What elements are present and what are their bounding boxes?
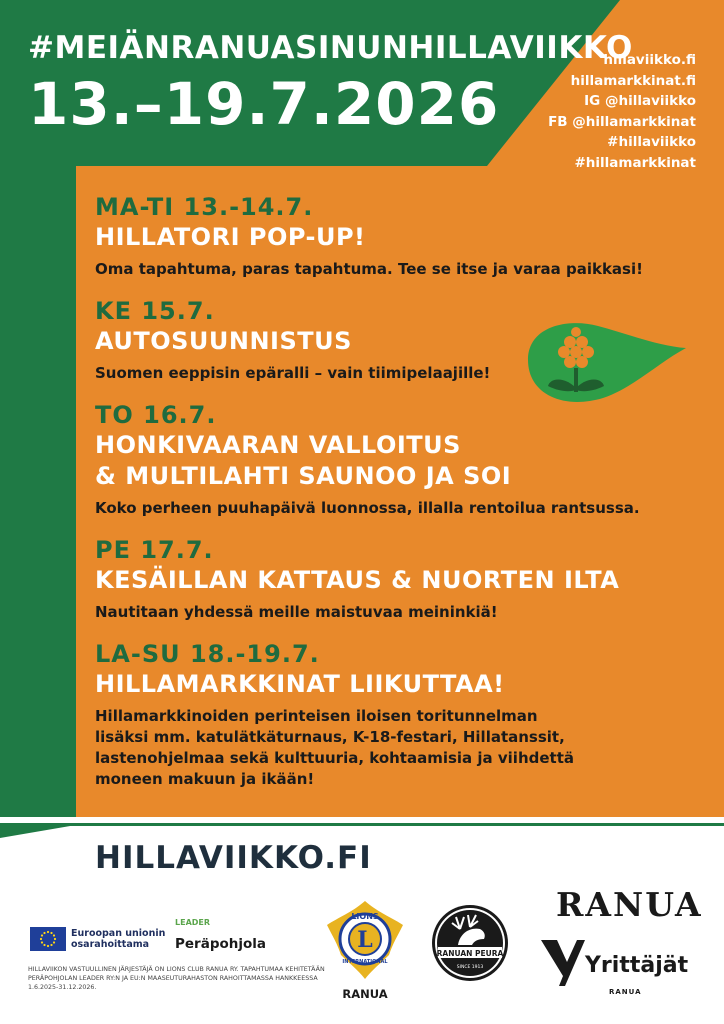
yrittajat-city: RANUA — [609, 988, 642, 996]
event-title: HONKIVAARAN VALLOITUS — [95, 431, 461, 459]
event-description: Suomen eeppisin epäralli – vain tiimipelaajille! — [95, 364, 491, 382]
leader-name: Peräpohjola — [175, 936, 267, 952]
contact-website-markkinat[interactable]: hillamarkkinat.fi — [570, 72, 696, 89]
site-url[interactable]: HILLAVIIKKO.FI — [95, 840, 372, 876]
lions-logo — [323, 895, 407, 1001]
contact-list — [548, 50, 696, 173]
eu-logo — [30, 927, 165, 951]
peura-name: RANUAN PEURA — [436, 949, 504, 958]
eu-text — [71, 928, 165, 950]
event-date: MA-TI 13.-14.7. — [95, 193, 314, 221]
event-list — [95, 192, 695, 806]
event-date: LA-SU 18.-19.7. — [95, 640, 320, 668]
yrittajat-logo — [541, 940, 689, 996]
fine-print: HILLAVIIKON VASTUULLINEN JÄRJESTÄJÄ ON LIONS CLUB RANUA RY. TAPAHTUMAA KEHITETÄÄN PERÄPOHJOLAN LEADER RY:N JA EU:N MAASEUTURAHASTON RAHOITTAMASSA HANKKEESSA 1.6.2025-31.12.2026. — [28, 966, 325, 991]
cloudberry-icon — [518, 318, 688, 408]
event-title-line2: & MULTILAHTI SAUNOO JA SOI — [95, 462, 512, 490]
contact-facebook[interactable]: FB @hillamarkkinat — [548, 113, 696, 130]
leader-logo — [175, 918, 266, 952]
event-description: Koko perheen puuhapäivä luonnossa, illalla rentoilua rantsussa. — [95, 499, 640, 517]
event-dates: 13.–19.7.2026 — [28, 70, 500, 138]
contact-website[interactable]: hillaviikko.fi — [603, 52, 696, 68]
contact-instagram[interactable]: IG @hillaviikko — [584, 93, 696, 109]
yrittajat-logo-icon — [541, 940, 585, 986]
event-item — [95, 192, 695, 280]
lions-emblem-icon — [323, 895, 407, 983]
event-description: Oma tapahtuma, paras tapahtuma. Tee se itse ja varaa paikkasi! — [95, 260, 643, 278]
event-item — [95, 639, 695, 790]
contact-hashtag-hillamarkkinat: #hillamarkkinat — [574, 154, 696, 171]
event-title: KESÄILLAN KATTAUS & NUORTEN ILTA — [95, 566, 620, 594]
yrittajat-name: Yrittäjät — [585, 953, 689, 978]
event-title: HILLAMARKKINAT LIIKUTTAA! — [95, 670, 505, 698]
event-description: Nautitaan yhdessä meille maistuvaa meininkiä! — [95, 603, 498, 621]
lions-bottom-text: INTERNATIONAL — [342, 959, 388, 965]
svg-text:L: L — [357, 927, 373, 953]
event-date: PE 17.7. — [95, 536, 214, 564]
ranua-logo: RANUA — [556, 885, 703, 924]
eu-line-2: osarahoittama — [71, 939, 150, 950]
hashtag-heading: #MEIÄNRANUASINUNHILLAVIIKKO — [28, 30, 633, 66]
eu-flag-icon — [30, 927, 66, 951]
event-date: KE 15.7. — [95, 297, 215, 325]
lions-top-text: LIONS — [351, 912, 379, 921]
peura-logo — [430, 903, 510, 983]
lions-city: RANUA — [342, 987, 388, 1001]
eu-line-1: Euroopan unionin — [71, 928, 166, 939]
event-item — [95, 535, 695, 623]
event-item — [95, 400, 695, 519]
leader-label: LEADER — [175, 918, 211, 927]
event-description: Hillamarkkinoiden perinteisen iloisen toritunnelman lisäksi mm. katulätkäturnaus, K-18-festari, Hillatanssit, lastenohjelmaa sekä kulttuuria, kohtaamisia ja viihdettä moneen makuun ja ikään! — [95, 707, 575, 788]
event-title: HILLATORI POP-UP! — [95, 223, 366, 251]
peura-since: SINCE 1913 — [456, 965, 484, 970]
event-title: AUTOSUUNNISTUS — [95, 327, 352, 355]
event-date: TO 16.7. — [95, 401, 217, 429]
contact-hashtag-hillaviikko: #hillaviikko — [607, 134, 696, 150]
